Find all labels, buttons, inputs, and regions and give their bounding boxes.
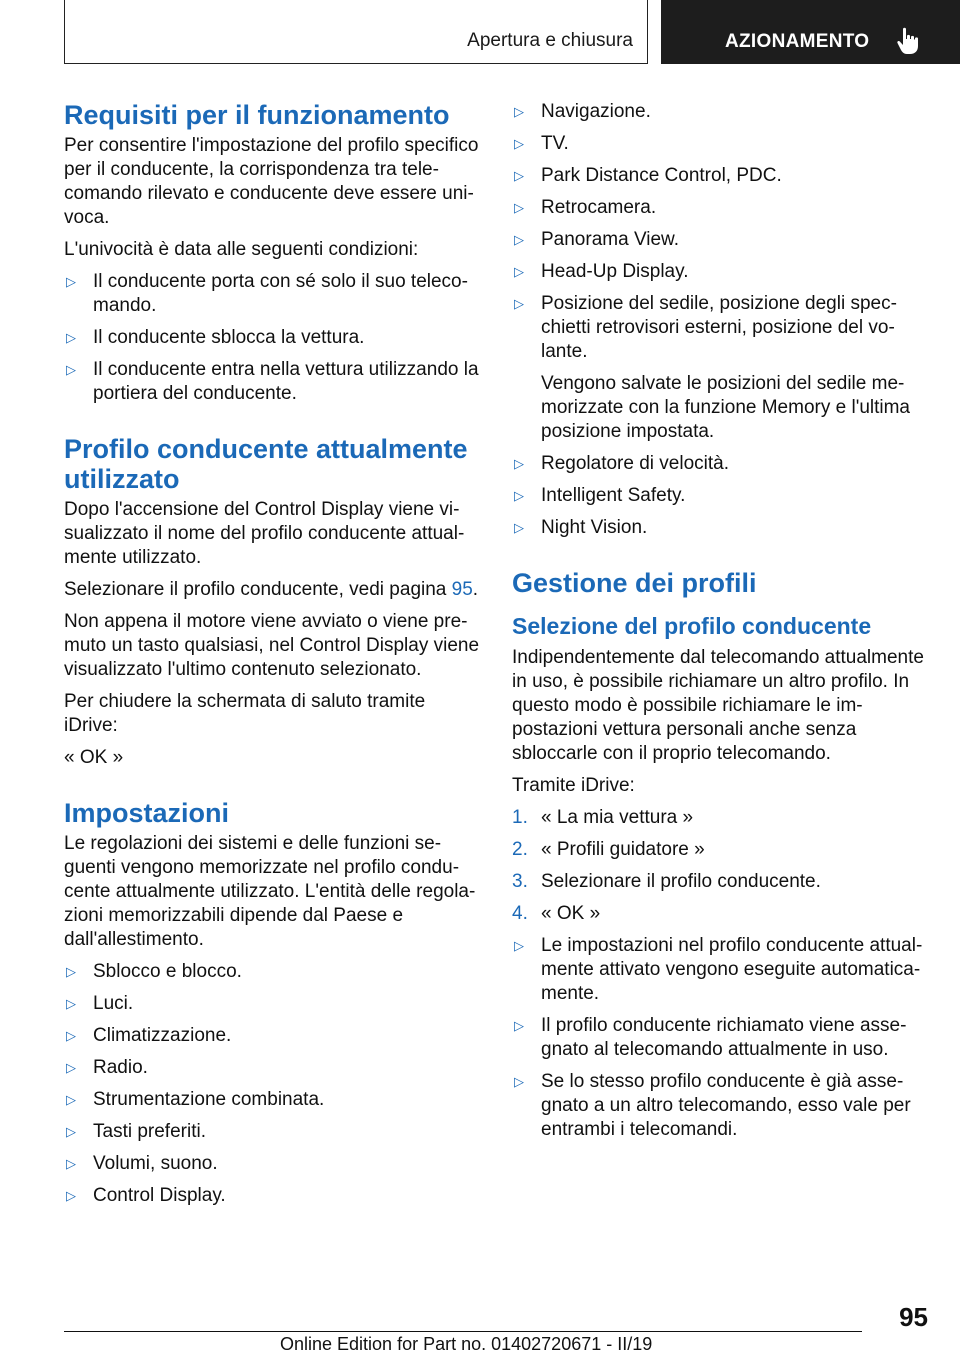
bullet-triangle-icon: ▷: [514, 488, 524, 503]
list-item: ▷ Volumi, suono.: [66, 1153, 218, 1174]
list-item: ▷ Head-Up Display.: [514, 261, 689, 282]
bullet-triangle-icon: ▷: [66, 274, 76, 289]
bullet-triangle-icon: ▷: [514, 456, 524, 471]
steps-list: [512, 806, 928, 926]
list-item: ▷ Park Distance Control, PDC.: [514, 165, 782, 186]
paragraph: Dopo l'accensione del Control Display viene visualizzato il nome del profilo conducente attualmente utilizzato.: [64, 499, 465, 568]
list-item: ▷ Night Vision.: [514, 517, 648, 538]
bullet-triangle-icon: ▷: [66, 362, 76, 377]
paragraph: Per chiudere la schermata di saluto tramite iDrive:: [64, 691, 426, 736]
list-item: ▷ Se lo stesso profilo conducente è già assegnato a un altro telecomando, esso vale per entrambi i telecomandi.: [514, 1071, 911, 1140]
bullet-triangle-icon: ▷: [66, 964, 76, 979]
heading-gestione-profili: Gestione dei profili: [512, 568, 757, 598]
step-item: 2. « Profili guidatore »: [512, 839, 705, 860]
bullet-triangle-icon: ▷: [514, 520, 524, 535]
step-number: 3.: [512, 871, 528, 892]
list-item: ▷ TV.: [514, 133, 569, 154]
paragraph: Per consentire l'impostazione del profilo specifico per il conducente, la corrispondenza tra telecomando rilevato e conducente deve essere univoca.: [64, 135, 479, 228]
bullet-triangle-icon: ▷: [514, 938, 524, 953]
right-column: [512, 100, 928, 1150]
paragraph: Tramite iDrive:: [512, 775, 635, 796]
list-item: ▷ Intelligent Safety.: [514, 485, 686, 506]
page-number: 95: [899, 1302, 928, 1332]
paragraph: L'univocità è data alle seguenti condizioni:: [64, 239, 419, 260]
footer-divider: [64, 1331, 862, 1332]
bullet-triangle-icon: ▷: [66, 1188, 76, 1203]
list-item: ▷ Tasti preferiti.: [66, 1121, 206, 1142]
bullet-triangle-icon: ▷: [66, 1156, 76, 1171]
pointing-hand-icon: [895, 26, 921, 56]
step-number: 2.: [512, 839, 528, 860]
bullet-triangle-icon: ▷: [514, 200, 524, 215]
left-column: [64, 100, 480, 1216]
step-item: 3. Selezionare il profilo conducente.: [512, 871, 821, 892]
paragraph: Non appena il motore viene avviato o viene premuto un tasto qualsiasi, nel Control Display viene visualizzato l'ultimo contenuto selezionato.: [64, 611, 480, 680]
list-item: ▷ Radio.: [66, 1057, 148, 1078]
paragraph: Le regolazioni dei sistemi e delle funzioni seguenti vengono memorizzate nel profilo conducente attualmente utilizzato. L'entità delle regolazioni memorizzabili dipende dal Paese e dall'allestimento.: [64, 833, 476, 950]
list-item: ▷ Retrocamera.: [514, 197, 657, 218]
bullet-triangle-icon: ▷: [514, 168, 524, 183]
bullet-triangle-icon: ▷: [514, 1074, 524, 1089]
list-item: ▷ Climatizzazione.: [66, 1025, 232, 1046]
chapter-tab: [64, 0, 648, 64]
bullet-triangle-icon: ▷: [514, 296, 524, 311]
bullet-triangle-icon: ▷: [514, 1018, 524, 1033]
list-item: ▷ Luci.: [66, 993, 134, 1014]
bullet-triangle-icon: ▷: [66, 330, 76, 345]
step-number: 4.: [512, 903, 528, 924]
results-list: [512, 934, 928, 1142]
list-item: ▷ Le impostazioni nel profilo conducente attualmente attivato vengono eseguite automaticamente.: [514, 935, 923, 1004]
section-tab: [661, 0, 960, 64]
list-item: ▷ Il conducente entra nella vettura utilizzando la portiera del conducente.: [66, 359, 479, 404]
step-item: 1. « La mia vettura »: [512, 807, 694, 828]
menu-command: « OK »: [64, 747, 124, 768]
list-item: ▷ Il conducente sblocca la vettura.: [66, 327, 365, 348]
footer-edition: Online Edition for Part no. 01402720671 - II/19: [280, 1334, 653, 1354]
paragraph: Selezionare il profilo conducente, vedi pagina 95.: [64, 579, 479, 600]
bullet-triangle-icon: ▷: [66, 1028, 76, 1043]
list-item: ▷ Posizione del sedile, posizione degli specchietti retrovisori esterni, posizione del volante. Vengono salvate le posizioni del sedile memorizzate con la funzione Memory e l'ultima posizione impostata.: [512, 292, 928, 444]
heading-profilo-attuale: Profilo conducente attualmente utilizzato: [64, 434, 468, 494]
seat-memory-note: Vengono salvate le posizioni del sedile memorizzate con la funzione Memory e l'ultima posizione impostata.: [541, 373, 910, 442]
bullet-triangle-icon: ▷: [66, 1124, 76, 1139]
page-header: [0, 0, 960, 66]
list-item: ▷ Navigazione.: [514, 101, 651, 122]
bullet-triangle-icon: ▷: [66, 996, 76, 1011]
settings-list-continued: [512, 100, 928, 540]
settings-list: [64, 960, 480, 1208]
list-item: ▷ Regolatore di velocità.: [514, 453, 729, 474]
list-item: ▷ Il conducente porta con sé solo il suo telecomando.: [66, 271, 468, 316]
conditions-list: [64, 270, 480, 406]
bullet-triangle-icon: ▷: [66, 1092, 76, 1107]
heading-requisiti: Requisiti per il funzionamento: [64, 100, 450, 130]
step-number: 1.: [512, 807, 528, 828]
list-item: ▷ Control Display.: [66, 1185, 226, 1206]
heading-impostazioni: Impostazioni: [64, 798, 230, 828]
bullet-triangle-icon: ▷: [514, 104, 524, 119]
heading-selezione-profilo: Selezione del profilo conducente: [512, 613, 872, 639]
page-link[interactable]: 95: [451, 579, 473, 600]
section-title: AZIONAMENTO: [725, 31, 870, 52]
step-item: 4. « OK »: [512, 903, 601, 924]
bullet-triangle-icon: ▷: [514, 264, 524, 279]
bullet-triangle-icon: ▷: [514, 232, 524, 247]
list-item: ▷ Sblocco e blocco.: [66, 961, 242, 982]
chapter-title: Apertura e chiusura: [467, 30, 633, 51]
list-item: ▷ Il profilo conducente richiamato viene assegnato al telecomando attualmente in uso.: [514, 1015, 907, 1060]
list-item: ▷ Panorama View.: [514, 229, 680, 250]
paragraph: Indipendentemente dal telecomando attualmente in uso, è possibile richiamare un altro profilo. In questo modo è possibile richiamare le impostazioni vettura personali anche senza sbloccarle con il proprio telecomando.: [512, 647, 924, 764]
bullet-triangle-icon: ▷: [66, 1060, 76, 1075]
bullet-triangle-icon: ▷: [514, 136, 524, 151]
list-item: ▷ Strumentazione combinata.: [66, 1089, 325, 1110]
